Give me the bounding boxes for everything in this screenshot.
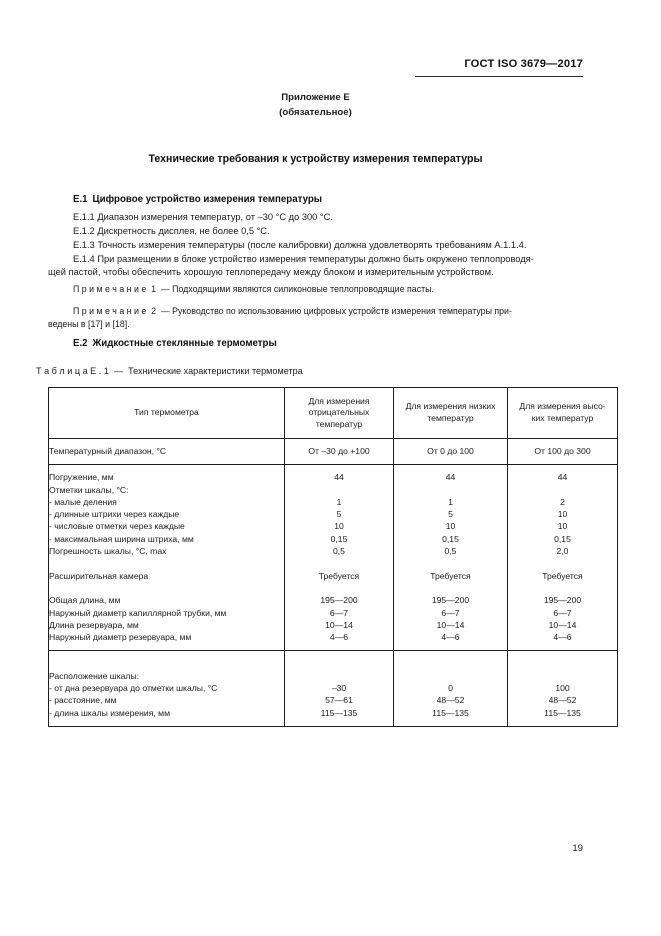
page-title: Технические требования к устройству измерения температуры (148, 153, 483, 165)
cell-label: - длинные штрихи через каждые (49, 509, 180, 520)
spacer (49, 582, 284, 594)
cell-value: 195—200 (431, 595, 470, 606)
cell-value: 10—14 (548, 619, 577, 630)
spacer (285, 582, 393, 594)
section-number-e1: Е.1 (73, 194, 88, 205)
column-header-high-l1: Для измерения высо- (519, 401, 606, 412)
cell-value: 4—6 (441, 632, 460, 643)
cell-label: - числовые отметки через каждые (49, 521, 185, 532)
note-2-label: П р и м е ч а н и е (73, 306, 147, 316)
cell-value: 5 (448, 509, 453, 520)
cell-value: 10 (557, 521, 568, 532)
clause-text-e1-4-line1: При размещении в блоке устройство измерения температуры должно быть окружено теплопроводя- (97, 254, 534, 264)
cell-value: 2 (560, 496, 565, 507)
appendix-subtitle: (обязательное) (279, 107, 352, 118)
row-value-high-group (508, 465, 618, 651)
spacer (285, 670, 393, 682)
cell-value: 10 (445, 521, 456, 532)
cell-value: 0 (448, 683, 453, 694)
clause-e1-2 (73, 225, 270, 239)
clause-number-e1-3: Е.1.3 (73, 240, 95, 250)
cell-value: 10 (557, 509, 568, 520)
clause-e1-3 (73, 239, 526, 253)
cell-value: 0,15 (442, 533, 459, 544)
cell-value: 195—200 (320, 595, 358, 606)
spacer (394, 657, 507, 669)
spacer (285, 657, 393, 669)
appendix-title: Приложение Е (281, 92, 350, 103)
column-header-high (508, 388, 618, 439)
note-1-text: Подходящими являются силиконовые теплопроводящие пасты. (172, 284, 434, 294)
clause-number-e1-4: Е.1.4 (73, 254, 95, 264)
column-header-low (394, 388, 508, 439)
spacer (285, 557, 393, 569)
row-value-negative-placement (285, 651, 394, 726)
note-1-number: 1 (151, 284, 157, 294)
clause-text-e1-2: Дискретность дисплея, не более 0,5 °С. (97, 226, 270, 236)
cell-value: 1 (448, 496, 453, 507)
cell-label: - малые деления (49, 496, 117, 507)
cell-label: Наружный диаметр резервуара, мм (49, 632, 192, 643)
table-caption-dash: — (113, 366, 124, 376)
cell-label: Наружный диаметр капиллярной трубки, мм (49, 607, 227, 618)
note-2-dash: — (160, 306, 170, 316)
spacer (508, 670, 617, 682)
cell-value: От 100 до 300 (534, 446, 591, 456)
cell-value: 0,15 (554, 533, 571, 544)
cell-value: 44 (334, 472, 344, 483)
cell-label: Расположение шкалы: (49, 670, 140, 681)
table-row (49, 651, 618, 726)
clause-e1-4-line2: щей пастой, чтобы обеспечить хорошую теплопередачу между блоком и измерительным устройством. (48, 267, 494, 277)
cell-value: 115—135 (320, 707, 358, 718)
cell-label: - от дна резервуара до отметки шкалы, °С (49, 683, 218, 694)
column-header-low-l2: температур (427, 413, 474, 423)
section-number-e2: Е.2 (73, 338, 88, 349)
column-header-negative-l2: отрицательных (308, 407, 370, 418)
clause-e1-1 (73, 211, 333, 225)
spacer (508, 484, 617, 496)
cell-value: 6—7 (329, 607, 349, 618)
table-caption-label: Т а б л и ц а Е . 1 (36, 366, 109, 376)
cell-value: 115—135 (432, 707, 469, 718)
cell-value: 0,5 (444, 546, 457, 557)
running-head-standard-ref: ГОСТ ISO 3679—2017 (464, 58, 583, 70)
spacer (394, 670, 507, 682)
row-value-negative-group (285, 465, 394, 651)
cell-value: 0,15 (330, 533, 348, 544)
running-head-rule (415, 76, 583, 77)
cell-label: Длина резервуара, мм (49, 619, 139, 630)
spacer (285, 484, 393, 496)
spacer (508, 557, 617, 569)
appendix-caption (48, 90, 583, 120)
cell-value: Требуется (542, 570, 583, 581)
column-header-type (49, 388, 285, 439)
spacer (508, 582, 617, 594)
cell-label: - максимальная ширина штриха, мм (49, 533, 194, 544)
spacer (49, 557, 284, 569)
column-header-negative-l1: Для измерения (308, 395, 370, 406)
note-1 (73, 283, 434, 296)
row-label (49, 439, 285, 465)
table-header-row (49, 388, 618, 439)
cell-label: Температурный диапазон, °С (49, 446, 167, 456)
row-value-negative (285, 439, 394, 465)
cell-value: –30 (331, 683, 347, 694)
column-header-negative-l3: температур (315, 418, 363, 429)
spacer (49, 657, 284, 669)
cell-value: 195—200 (543, 595, 582, 606)
table-caption-text: Технические характеристики термометра (128, 366, 303, 376)
cell-value: 2,0 (556, 546, 569, 557)
note-2-number: 2 (151, 306, 157, 316)
spacer (394, 582, 507, 594)
cell-value: 10 (334, 521, 344, 532)
row-label-placement (49, 651, 285, 726)
row-label-group (49, 465, 285, 651)
cell-value: 5 (336, 509, 342, 520)
clause-number-e1-2: Е.1.2 (73, 226, 95, 236)
column-header-negative (285, 388, 394, 439)
table-row (49, 465, 618, 651)
note-2-text-line1: Руководство по использованию цифровых устройств измерения температуры при- (172, 306, 512, 316)
cell-label: - расстояние, мм (49, 695, 117, 706)
cell-value: 6—7 (553, 607, 572, 618)
column-header-type-label: Тип термометра (134, 407, 199, 418)
note-1-dash: — (160, 284, 170, 294)
cell-value: 44 (445, 472, 456, 483)
note-1-label: П р и м е ч а н и е (73, 284, 147, 294)
section-title-e1: Цифровое устройство измерения температуры (92, 194, 323, 205)
page-number: 19 (572, 843, 583, 854)
thermometer-spec-table (48, 387, 618, 727)
cell-value: 4—6 (553, 632, 572, 643)
section-heading-e2 (73, 338, 277, 349)
cell-value: 100 (555, 683, 570, 694)
cell-label: Общая длина, мм (49, 595, 121, 606)
column-header-low-l1: Для измерения низких (405, 401, 496, 412)
clause-e1-4-line1 (73, 253, 534, 267)
cell-value: 1 (336, 496, 342, 507)
note-2-line1 (73, 305, 512, 318)
table-body (49, 439, 618, 727)
column-header-high-l2: ких температур (531, 413, 594, 423)
spacer (394, 484, 507, 496)
clause-text-e1-3: Точность измерения температуры (после калибровки) должна удовлетворять требованиям А.1.1.4. (97, 240, 527, 250)
section-title-e2: Жидкостные стеклянные термометры (92, 338, 277, 349)
cell-label: Погрешность шкалы, °С, max (49, 546, 167, 557)
cell-value: 115—135 (544, 707, 581, 718)
table-head (49, 388, 618, 439)
cell-label: Отметки шкалы, °С: (49, 484, 129, 495)
cell-value: 10—14 (436, 619, 465, 630)
cell-label: Погружение, мм (49, 472, 114, 483)
row-value-low-placement (394, 651, 508, 726)
cell-value: 48—52 (548, 695, 577, 706)
spec-table-wrapper (48, 387, 606, 727)
row-value-low (394, 439, 508, 465)
clause-number-e1-1: Е.1.1 (73, 212, 95, 222)
section-heading-e1 (73, 194, 322, 205)
cell-value: 0,5 (333, 546, 345, 557)
cell-label: Расширительная камера (49, 570, 149, 581)
note-2-line2: ведены в [17] и [18]. (48, 319, 130, 329)
cell-value: Требуется (318, 570, 360, 581)
cell-value: 6—7 (441, 607, 460, 618)
cell-value: 4—6 (329, 632, 349, 643)
clause-text-e1-1: Диапазон измерения температур, от –30 °С до 300 °С. (97, 212, 333, 222)
cell-value: От 0 до 100 (427, 446, 474, 456)
table-caption (36, 366, 303, 376)
cell-value: 48—52 (436, 695, 465, 706)
cell-value: 57—61 (325, 695, 353, 706)
table-row (49, 439, 618, 465)
row-value-low-group (394, 465, 508, 651)
cell-value: 44 (557, 472, 568, 483)
cell-label: - длина шкалы измерения, мм (49, 707, 170, 718)
spacer (508, 657, 617, 669)
spacer (394, 557, 507, 569)
cell-value: 10—14 (325, 619, 353, 630)
cell-value: Требуется (430, 570, 471, 581)
cell-value: От –30 до +100 (308, 446, 370, 456)
row-value-high (508, 439, 618, 465)
row-value-high-placement (508, 651, 618, 726)
